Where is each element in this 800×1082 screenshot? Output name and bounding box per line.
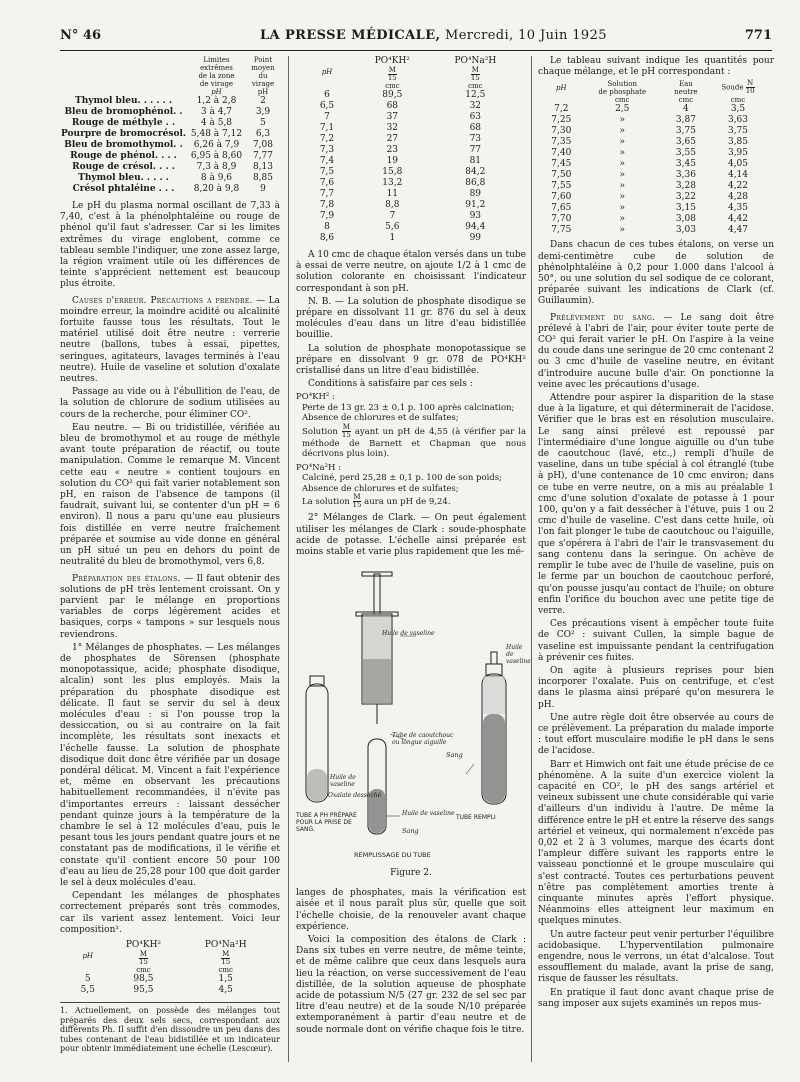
table-cell: 7,08: [252, 140, 273, 150]
condition: [296, 424, 526, 460]
label-huile-vaseline-right: Huile de vaseline: [506, 644, 531, 666]
table-cell: 3,28: [675, 181, 696, 192]
paragraph-prelevement: [538, 313, 774, 391]
indicator-unit: pH: [211, 88, 222, 96]
table-head-eau: Eau neutre: [674, 80, 698, 97]
tube-right-rod: [491, 652, 497, 664]
header-rule: [60, 50, 772, 51]
table-cell: 86,8: [465, 178, 486, 188]
section-heading: Prélèvement du sang.: [550, 312, 656, 323]
salt-kh-title: PO⁴KH² :: [296, 392, 335, 403]
table-cell: 3,87: [675, 115, 696, 126]
issue-date: Mercredi, 10 Juin 1925: [444, 28, 607, 43]
clark-table: [542, 80, 768, 236]
table-cell: 1,5: [218, 974, 233, 984]
paragraph: N. B. — La solution de phosphate disodique se prépare en dissolvant 11 gr. 876 du sel à deux molécules d'eau dans un litre d'eau bidistillée bouillie.: [296, 296, 526, 341]
fraction-num: M: [139, 950, 148, 958]
table-cell: 23: [386, 145, 399, 155]
table-cell: 6,26 à 7,9: [193, 140, 240, 150]
table-cell: 7,9: [319, 211, 335, 221]
table-cell: Thymol bleu. . . . .: [78, 173, 169, 183]
table-cell: Bleu de bromothymol. .: [64, 140, 183, 150]
table-cell: 89: [469, 189, 482, 199]
table-cell: 4 à 5,8: [200, 118, 233, 128]
indicator-head-mid: Point moyen du virage: [251, 56, 275, 88]
table-head: PO⁴Na²H: [204, 940, 247, 950]
table-cell: 3,22: [675, 192, 696, 203]
table-cell: 68: [386, 101, 399, 111]
table-row: [300, 123, 520, 134]
table-unit: cmc: [385, 82, 400, 90]
table-cell: 63: [469, 112, 482, 122]
page-header: [60, 28, 772, 48]
table-head-ph: pH: [556, 84, 567, 93]
table-cell: 4,05: [727, 159, 749, 170]
normality-fraction: [746, 80, 755, 95]
table-cell: 5,5: [80, 985, 95, 995]
condition: Absence de chlorures et de sulfates;: [302, 413, 459, 424]
table-cell: 5: [260, 118, 266, 128]
table-cell: 3,45: [675, 159, 696, 170]
table-cell: 4,42: [727, 214, 749, 225]
table-cell: 3,9: [255, 107, 271, 117]
table-row: [300, 178, 520, 189]
indicator-unit: pH: [257, 88, 269, 96]
section-heading: Préparation des étalons.: [72, 573, 181, 584]
phosphate-table-small: [70, 940, 270, 996]
table-row: [300, 145, 520, 156]
table-unit: cmc: [136, 966, 151, 974]
condition-text: ayant un pH de 4,55 (à vérifier par la méthode de Barnett et Chapman que nous décrivons plus loin).: [302, 426, 527, 460]
table-cell: 3,65: [675, 137, 696, 148]
table-cell: 32: [386, 123, 399, 133]
table-cell: 7,8: [319, 200, 335, 210]
table-cell: 7,30: [551, 126, 572, 137]
table-cell: 8,8: [385, 200, 400, 210]
table-cell: 7,40: [551, 148, 572, 159]
table-row: [300, 211, 520, 222]
fraction-num: M: [353, 493, 361, 502]
figure-title: Figure 2.: [390, 868, 432, 879]
fraction-den: 15: [352, 501, 362, 510]
indicator-table: [60, 56, 280, 195]
paragraph-text: — La moindre erreur, la moindre acidité ou alcalinité fortuite fausse tous les résultats. Tout le matériel utilisé doit être neutre : verrerie neutre (ballons, tubes à essai, pipettes, seringues, agitateurs, lavages terminés à l'eau neutre). Huile de vaseline et solution d'oxalate neutres.: [60, 295, 280, 385]
paragraph: La solution de phosphate monopotassique se prépare en dissolvant 9 gr. 078 de PO⁴KH² cristallisé dans un litre d'eau bidistillée.: [296, 343, 526, 377]
table-cell: »: [619, 115, 625, 126]
table-cell: 3,55: [675, 148, 696, 159]
phosphate-table: [300, 56, 520, 244]
fraction-num: M: [388, 66, 396, 74]
table-row: [542, 203, 768, 214]
table-cell: 7,25: [551, 115, 572, 126]
paragraph: Barr et Himwich ont fait une étude précise de ce phénomène. A la suite d'un exercice violent la capacité en CO², le pH des sangs artériel et veineux subissent une chute considérable qui varie d'ailleurs d'un individu à l'autre. De même la différence entre le pH et entre la réserve des sangs artériel et veineux, qui normalement n'excède pas 0,02 et 2 à 3 volumes, marque des écarts dont l'ampleur diffère suivant les rapports entre le vaisseau ponctionné et le groupe musculaire qui s'est contracté. Toutes ces perturbations peuvent n'être pas complètement amorties trente à cinquante minutes après l'effort physique. Néanmoins elles atteignent leur maximum en quelques minutes.: [538, 759, 774, 927]
paragraph: Voici la composition des étalons de Clark : Dans six tubes en verre neutre, de même teinte, et de même calibre que ceux dans lesquels aura lieu la réaction, on verse successivement de l'eau distillée, de la solution aqueuse de phosphate acide de potassium N/5 (27 gr. 232 de sel sec par litre d'eau neutre) et de la soude N/10 préparée extemporanément à partir d'eau neutre et de soude normale dont on vérifie chaque fois le titre.: [296, 935, 526, 1035]
table-row: [542, 170, 768, 181]
table-cell: 7,65: [551, 203, 572, 214]
table-cell: 7,6: [319, 178, 335, 188]
table-row: [300, 233, 520, 244]
table-head: PO⁴KH²: [125, 940, 162, 950]
table-cell: »: [619, 159, 625, 170]
table-row: [300, 156, 520, 167]
syringe-blood-fill: [363, 659, 391, 703]
column-divider: [531, 56, 532, 1062]
paragraph: 2° Mélanges de Clark. — On peut également utiliser les mélanges de Clark : soude-phosphate acide de potasse. L'échelle ainsi préparée est moins stable et varie plus rapidement que les mé-: [296, 513, 526, 558]
table-cell: 8,6: [319, 233, 335, 243]
table-cell: 7,3: [319, 145, 335, 155]
table-cell: 4,28: [727, 192, 749, 203]
caption-right: TUBE REMPLI: [456, 814, 496, 822]
table-row: [542, 159, 768, 170]
condition: Calciné, perd 25,28 ± 0,1 p. 100 de son poids;: [302, 473, 502, 484]
figure-2: [296, 564, 531, 884]
table-cell: 7,70: [551, 214, 572, 225]
table-row: [300, 101, 520, 112]
paragraph: En pratique il faut donc avant chaque prise de sang imposer aux sujets examinés un repos mus-: [538, 987, 774, 1009]
label-huile-bas: Huile de vaseline: [402, 810, 455, 818]
paragraph: Conditions à satisfaire par ces sels :: [308, 379, 473, 390]
table-cell: »: [619, 137, 625, 148]
table-ph-label: pH: [82, 952, 94, 960]
paragraph: Le tableau suivant indique les quantités pour chaque mélange, et le pH correspondant :: [538, 56, 774, 78]
table-row: [70, 974, 270, 985]
fraction-den: 15: [138, 958, 148, 966]
table-cell: 7,75: [551, 225, 572, 236]
table-cell: 3,95: [727, 148, 749, 159]
condition: [296, 494, 526, 509]
paragraph-text: — Le sang doit être prélevé à l'abri de l'air, pour éviter toute perte de CO² qui ferait varier le pH. On l'aspire à la veine du coude dans une seringue de 20 cmc contenant 2 ou 3 cmc d'huile de vaseline neutre, en évitant d'introduire aucune bulle d'air. On ponctionne la veine avec les précautions d'usage.: [538, 312, 774, 390]
molarity-fraction: [353, 494, 362, 509]
table-cell: 2: [260, 96, 266, 106]
table-row: [70, 985, 270, 996]
fraction-num: N: [747, 79, 754, 88]
paragraph: Eau neutre. — Bi ou tridistillée, vérifiée au bleu de bromothymol et au rouge de méthyle avant toute préparation de réactif, ou toute manipulation. Comme le remarque M. Vincent cette eau « neutre » contient toujours en solution du CO² qui fait varier notablement son pH, en raison de l'absence de tampons (il faudrait, suivant lui, se contenter d'un pH = 6 environ). Il nous a paru qu'une eau plusieurs fois distillée en verre neutre fraîchement préparée et soumise au vide donne en général un pH situé un peu en dehors du point de neutralité du bleu de bromothymol, vers 6,8.: [60, 422, 280, 568]
paragraph-text: — Il faut obtenir des solutions de pH très lentement croissant. On y parvient par le mélange en proportions variables de corps légèrement acides et basiques, corps « tampons » sur lesquels nous reviendrons.: [60, 573, 280, 640]
table-row: [60, 162, 280, 173]
paragraph: On agite à plusieurs reprises pour bien incorporer l'oxalate. Puis on centrifuge, et c'est dans le plasma ainsi préparé qu'on mesurera le pH.: [538, 665, 774, 710]
table-cell: Rouge de crésol. . . .: [72, 162, 175, 172]
molarity-fraction: [221, 951, 230, 966]
table-row: [542, 115, 768, 126]
table-row: [300, 90, 520, 101]
table-cell: 6,95 à 8,60: [190, 151, 243, 161]
table-cell: Rouge de phénol. . . .: [70, 151, 177, 161]
table-cell: 8 à 9,6: [200, 173, 233, 183]
table-cell: Pourpre de bromocrésol.: [61, 129, 186, 139]
table-row: [60, 140, 280, 151]
journal-name: LA PRESSE MÉDICALE,: [260, 28, 441, 43]
table-cell: 4,14: [727, 170, 749, 181]
table-row: [542, 192, 768, 203]
table-cell: 4,47: [727, 225, 749, 236]
table-cell: 3,03: [675, 225, 696, 236]
table-row: [300, 167, 520, 178]
table-row: [542, 225, 768, 236]
table-cell: 6,5: [319, 101, 335, 111]
label-leader: [466, 764, 474, 774]
table-cell: »: [619, 181, 625, 192]
table-cell: Thymol bleu. . . . . .: [75, 96, 172, 106]
table-cell: »: [619, 214, 625, 225]
table-cell: 7,7: [319, 189, 335, 199]
table-cell: 7,35: [551, 137, 572, 148]
table-cell: 84,2: [465, 167, 486, 177]
table-row: [300, 112, 520, 123]
table-row: [300, 189, 520, 200]
page-number: 771: [744, 28, 772, 43]
table-unit: cmc: [615, 96, 630, 105]
condition: Perte de 13 gr. 23 ± 0,1 p. 100 après calcination;: [302, 402, 515, 413]
table-cell: »: [619, 170, 625, 181]
table-cell: 11: [386, 189, 399, 199]
molarity-fraction: [471, 67, 480, 82]
table-cell: 27: [386, 134, 399, 144]
table-cell: 3,85: [727, 137, 749, 148]
paragraph: Le pH du plasma normal oscillant de 7,33 à 7,40, c'est à la phénolphtaléine ou rouge de phénol qu'il faut s'adresser. Car si les limites extrêmes du virage englobent, comme ce tableau semble l'indiquer, une zone assez large, la région vraiment utile où les différences de teinte s'apprécient nettement est beaucoup plus étroite.: [60, 201, 280, 290]
caption-left: TUBE A PH PRÉPARÉ POUR LA PRISE DE SANG.: [296, 812, 357, 834]
table-row: [542, 148, 768, 159]
table-cell: 13,2: [382, 178, 403, 188]
table-row: [300, 200, 520, 211]
table-row: [542, 104, 768, 115]
table-cell: 19: [386, 156, 399, 166]
table-cell: 7,1: [319, 123, 335, 133]
molarity-fraction: [139, 951, 148, 966]
molarity-fraction: [342, 424, 351, 439]
paragraph: Une autre règle doit être observée au cours de ce prélèvement. La préparation du malade importe : tout effort musculaire modifie le pH dans le sens de l'acidose.: [538, 712, 774, 757]
table-cell: »: [619, 203, 625, 214]
table-cell: 3,63: [727, 115, 749, 126]
label-sang-middle: Sang: [402, 827, 419, 836]
table-cell: 5,48 à 7,12: [190, 129, 243, 139]
table-cell: 1,2 à 2,8: [196, 96, 237, 106]
table-cell: 89,5: [382, 90, 403, 100]
table-cell: 4,5: [218, 985, 233, 995]
table-unit: cmc: [730, 96, 746, 105]
fraction-den: 15: [221, 958, 231, 966]
syringe-plunger: [374, 574, 380, 614]
paragraph-causes: [60, 296, 280, 386]
fraction-den: 15: [470, 74, 480, 82]
table-row: [60, 129, 280, 140]
table-cell: 15,8: [382, 167, 403, 177]
table-cell: 5,6: [385, 222, 400, 232]
table-cell: 3,36: [675, 170, 696, 181]
paragraph: Attendre pour aspirer la disparition de la stase due à la ligature, et qui déterminerait de l'acidose. Vérifier que le bras est en résolution musculaire. Le sang ainsi prélevé est repoussé par l'intermédiaire d'une longue aiguille ou d'un tube de caoutchouc (lavé, etc.,) rempli d'huile de vaseline, dans un tube spécial à col étranglé (tube à pH), d'une contenance de 10 cmc environ; dans ce tube en verre neutre, on a mis au préalable 1 cmc d'une solution d'oxalate de potasse à 1 pour 100, qu'on y a fait dessécher à l'étuve, puis 1 ou 2 cmc d'huile de vaseline. C'est dans cette huile, où l'on fait plonger le tube de caoutchouc ou l'aiguille, que s'opérera à l'abri de l'air le transvasement du sang contenu dans la seringue. On achève de remplir le tube avec de l'huile de vaseline, puis on le ferme par un bouchon de caoutchouc perforé, qu'on pousse jusqu'au contact de l'huile; on obture enfin l'orifice du bouchon avec une petite tige de verre.: [538, 393, 774, 616]
table-cell: 93: [469, 211, 482, 221]
table-cell: 7,4: [319, 156, 335, 166]
fraction-den: 10: [745, 87, 755, 96]
table-cell: 32: [469, 101, 482, 111]
table-cell: 4,22: [727, 181, 749, 192]
table-cell: 6,3: [255, 129, 271, 139]
fraction-den: 15: [341, 430, 351, 439]
table-cell: 3,75: [727, 126, 749, 137]
table-cell: 8,13: [252, 162, 273, 172]
table-cell: 3 à 4,7: [200, 107, 233, 117]
paragraph: Un autre facteur peut venir perturber l'équilibre acidobasique. L'hyperventilation pulmonaire engendre, nous le verrons, un état d'alcalose. Tout essoufflement du malade, avant la prise de sang, risque de fausser les résultats.: [538, 929, 774, 985]
table-row: [60, 118, 280, 129]
paragraph: 1° Mélanges de phosphates. — Les mélanges de phosphates de Sörensen (phosphate monopotassique, acide; phosphate disodique, alcalin) sont les plus employés. Mais la préparation du phosphate disodique est délicate. Il faut se servir du sel à deux molécules d'eau : si l'on pousse trop la dessiccation, ou si au contraire on la fait incomplète, les résultats sont inexacts et l'échelle fausse. La solution de phosphate disodique doit donc être vérifiée par un dosage pondéral délicat. M. Vincent a fait l'expérience et, même en observant les précautions habituellement recommandées, il n'évite pas d'importantes erreurs : laissant dessécher pendant quinze jours à la température de la chambre le sel à 12 molécules d'eau, puis le pesant tous les jours pendant quatre jours et ne constatant pas de modifications, il le vérifie et constate qu'il contient encore 50 pour 100 d'eau au lieu de 25,28 pour 100 que doit garder le sel à deux molécules d'eau.: [60, 642, 280, 888]
table-unit: cmc: [678, 96, 694, 105]
table-cell: »: [619, 148, 625, 159]
table-cell: 12,5: [465, 90, 486, 100]
table-cell: 8: [324, 222, 330, 232]
table-row: [60, 107, 280, 118]
table-row: [300, 134, 520, 145]
table-cell: 77: [469, 145, 482, 155]
table-row: [542, 126, 768, 137]
table-cell: 99: [469, 233, 482, 243]
table-cell: Bleu de bromophénol. .: [64, 107, 183, 117]
table-unit: cmc: [468, 82, 483, 90]
table-cell: »: [619, 192, 625, 203]
table-row: [60, 173, 280, 184]
table-cell: »: [619, 225, 625, 236]
condition: Absence de chlorures et de sulfates;: [302, 483, 459, 494]
table-cell: 3,08: [675, 214, 696, 225]
paragraph: langes de phosphates, mais la vérification est aisée et il nous paraît plus sûr, quelle que soit l'échelle choisie, de la renouveler avant chaque expérience.: [296, 888, 526, 932]
table-row: [60, 151, 280, 162]
molarity-fraction: [388, 67, 397, 82]
fraction-num: M: [222, 950, 230, 958]
table-cell: 98,5: [133, 974, 154, 984]
condition-text: Solution: [302, 426, 338, 437]
indicator-head-range: Limites extrêmes de la zone de virage: [198, 56, 235, 88]
table-cell: 7,60: [551, 192, 572, 203]
table-head-phosphate: Solution de phosphate: [598, 80, 647, 97]
table-row: [300, 222, 520, 233]
label-tube-caoutchouc: Tube de caoutchouc ou longue aiguille: [392, 732, 454, 747]
table-cell: 7,77: [252, 151, 273, 161]
tube-right-oil-fill: [483, 676, 505, 714]
table-cell: 3,15: [675, 203, 696, 214]
table-cell: 7,50: [551, 170, 572, 181]
column-1: [60, 56, 280, 1054]
paragraph: Passage au vide ou à l'ébullition de l'eau, de la solution de chlorure de sodium utilisées au cours de la recherche, pour éliminer CO².: [60, 387, 280, 420]
footnote: 1. Actuellement, on possède des mélanges tout préparés des deux sels secs, correspondant aux différents Ph. Il suffit d'en dissoudre un peu dans des tubes contenant de l'eau bidistillée et un indicateur pour obtenir immédiatement une échelle (Lescœur).: [60, 1002, 280, 1054]
table-unit: cmc: [218, 966, 233, 974]
table-ph-label: pH: [321, 68, 333, 76]
table-cell: 7,5: [319, 167, 335, 177]
fraction-num: M: [471, 66, 479, 74]
table-cell: 1: [389, 233, 396, 243]
label-huile-left: Huile de vaseline: [330, 774, 356, 789]
paragraph: Dans chacun de ces tubes étalons, on verse un demi-centimètre cube de solution de phénolphtaléine à 0,2 pour 1.000 dans l'alcool à 50°, ou une solution du sel sodique de ce colorant, préparée suivant les indications de Clark (cf. Guillaumin).: [538, 240, 774, 307]
paragraph: Ces précautions visent à empêcher toute fuite de CO² : suivant Cullen, la simple bague de vaseline est impuissante pendant la centrifugation à prévenir ces fuites.: [538, 619, 774, 663]
issue-number: N° 46: [60, 28, 101, 43]
paragraph-prep: [60, 574, 280, 641]
table-cell: 91,2: [465, 200, 486, 210]
caption-bottom: REMPLISSAGE DU TUBE: [354, 851, 431, 860]
table-cell: 8,20 à 9,8: [193, 184, 240, 194]
table-cell: 73: [469, 134, 482, 144]
table-cell: 7,3 à 8,9: [196, 162, 237, 172]
salt-na-title: PO⁴Na²H :: [296, 462, 341, 473]
table-cell: »: [619, 126, 625, 137]
soude-label: Soude: [721, 83, 744, 92]
fraction-num: M: [342, 422, 350, 431]
table-cell: 81: [469, 156, 482, 166]
table-cell: 7: [324, 112, 330, 122]
table-cell: 37: [386, 112, 399, 122]
table-cell: 4,35: [727, 203, 749, 214]
table-row: [542, 137, 768, 148]
table-cell: 5: [84, 974, 91, 984]
column-2: [296, 56, 531, 1038]
table-row: [60, 96, 280, 107]
table-cell: 7,55: [551, 181, 572, 192]
table-cell: 4: [683, 104, 689, 115]
table-cell: 8,85: [252, 173, 273, 183]
table-cell: 3,75: [675, 126, 696, 137]
table-head-soude: [708, 80, 768, 96]
label-huile-vaseline: Huile de vaseline: [382, 630, 435, 638]
table-cell: Rouge de méthyle . .: [71, 118, 176, 128]
label-oxalate: Oxalate desséché: [328, 792, 382, 800]
paragraph: A 10 cmc de chaque étalon versés dans un tube à essai de verre neutre, on ajoute 1/2 à 1 cmc de solution colorante en choisissant l'indicateur correspondant à son pH.: [296, 250, 526, 294]
table-cell: 68: [469, 123, 482, 133]
table-row: [542, 214, 768, 225]
tube-right-blood-fill: [483, 714, 505, 803]
table-cell: 9: [260, 184, 266, 194]
paragraph: Cependant les mélanges de phosphates correctement préparés sont très commodes, car ils varient assez lentement. Voici leur composition¹.: [60, 891, 280, 935]
conditions-block: [296, 392, 526, 509]
table-cell: 7,45: [551, 159, 572, 170]
table-cell: 6: [324, 90, 330, 100]
table-head: PO⁴Na²H: [454, 56, 497, 66]
table-cell: 7: [389, 211, 396, 221]
fraction-den: 15: [387, 74, 397, 82]
condition-text: La solution: [302, 497, 350, 508]
table-cell: 95,5: [133, 985, 154, 995]
table-cell: 7,2: [554, 104, 569, 115]
column-3: [538, 56, 774, 1012]
table-head: PO⁴KH²: [374, 56, 410, 66]
table-cell: 7,2: [319, 134, 335, 144]
table-cell: 2,5: [615, 104, 630, 115]
table-cell: 3,5: [730, 104, 746, 115]
section-heading: Causes d'erreur. Précautions a prendre.: [72, 295, 253, 306]
label-sang-right: Sang: [446, 751, 463, 760]
table-cell: Crésol phtaléine . . .: [72, 184, 175, 194]
journal-title: [260, 28, 607, 43]
column-divider: [288, 56, 289, 1062]
table-row: [542, 181, 768, 192]
table-cell: 94,4: [465, 222, 486, 232]
condition-text: aura un pH de 9,24.: [364, 497, 451, 508]
table-row: [60, 184, 280, 195]
